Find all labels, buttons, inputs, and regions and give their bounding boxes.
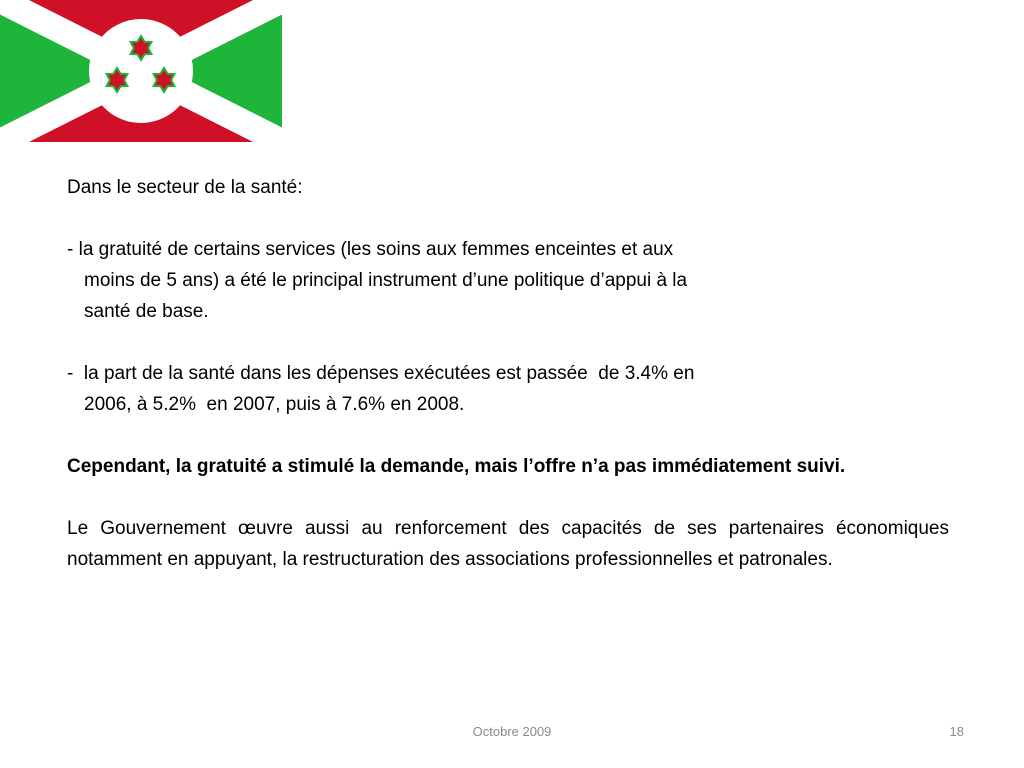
bullet-1-line-1: - la gratuité de certains services (les soins aux femmes enceintes et aux: [67, 239, 674, 260]
bullet-1-line-2: moins de 5 ans) a été le principal instrument d’une politique d’appui à la: [84, 270, 688, 291]
emphasis-statement: Cependant, la gratuité a stimulé la demande, mais l’offre n’a pas immédiatement suivi.: [67, 456, 846, 477]
bullet-2-line-2: 2006, à 5.2% en 2007, puis à 7.6% en 2008.: [84, 394, 465, 415]
government-paragraph: Le Gouvernement œuvre aussi au renforcement des capacités de ses partenaires économiques notamment en appuyant, la restructuration des associations professionnelles et patronales.: [67, 518, 949, 570]
bullet-2-line-1: - la part de la santé dans les dépenses exécutées est passée de 3.4% en: [67, 363, 695, 384]
burundi-flag: [0, 0, 282, 142]
bullet-1-line-3: santé de base.: [84, 301, 209, 322]
section-heading: Dans le secteur de la santé:: [67, 177, 303, 198]
footer-date: Octobre 2009: [472, 724, 552, 739]
slide-body: [67, 172, 949, 575]
page-number: 18: [949, 724, 964, 739]
